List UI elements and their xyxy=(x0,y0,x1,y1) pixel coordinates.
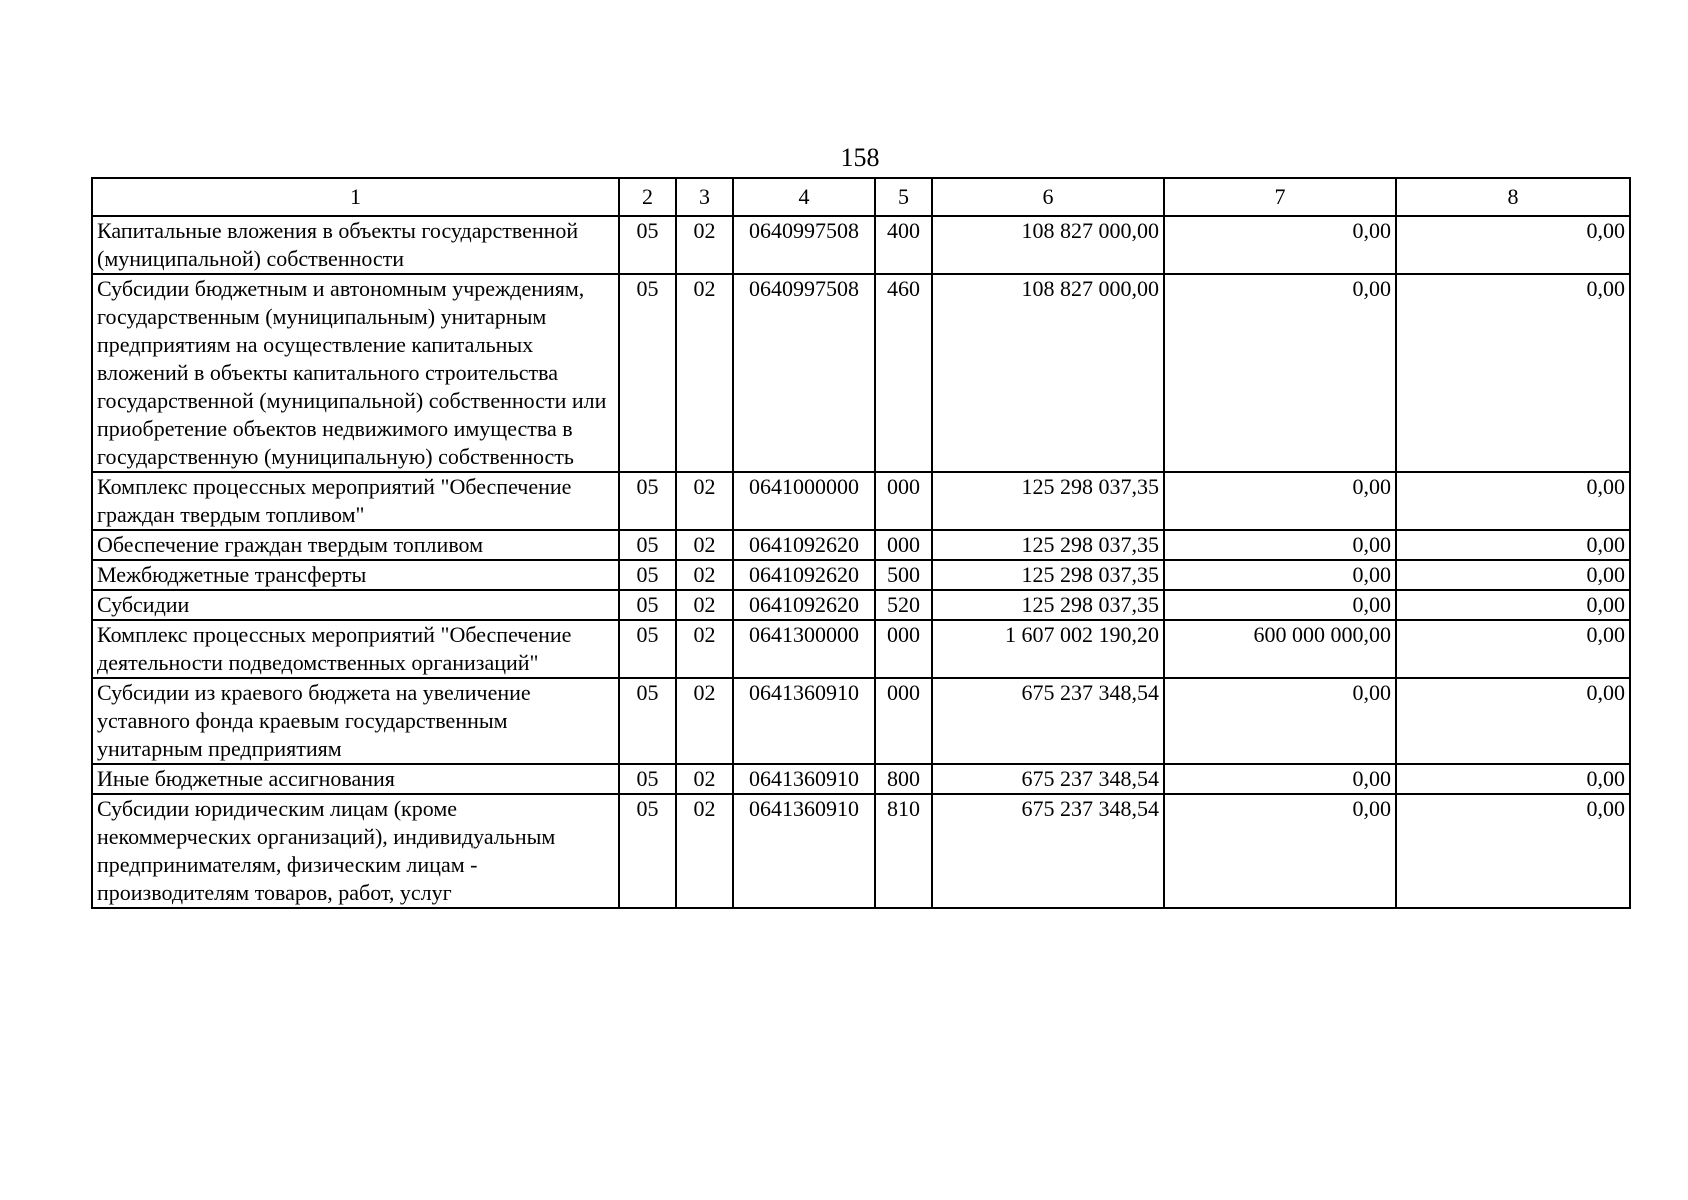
amount-col6: 108 827 000,00 xyxy=(932,216,1164,274)
target-article-code: 0641092620 xyxy=(733,530,875,560)
expense-type-code: 000 xyxy=(875,530,932,560)
section-code: 05 xyxy=(619,678,676,764)
amount-col6: 675 237 348,54 xyxy=(932,678,1164,764)
amount-col8: 0,00 xyxy=(1396,274,1630,472)
section-code: 05 xyxy=(619,560,676,590)
target-article-code: 0641360910 xyxy=(733,794,875,908)
expense-type-code: 800 xyxy=(875,764,932,794)
subsection-code: 02 xyxy=(676,530,733,560)
target-article-code: 0640997508 xyxy=(733,274,875,472)
amount-col7: 600 000 000,00 xyxy=(1164,620,1396,678)
table-row xyxy=(92,472,1630,530)
subsection-code: 02 xyxy=(676,620,733,678)
target-article-code: 0641360910 xyxy=(733,764,875,794)
amount-col8: 0,00 xyxy=(1396,216,1630,274)
section-code: 05 xyxy=(619,274,676,472)
amount-col8: 0,00 xyxy=(1396,590,1630,620)
amount-col7: 0,00 xyxy=(1164,764,1396,794)
table-row xyxy=(92,560,1630,590)
table-row xyxy=(92,590,1630,620)
target-article-code: 0641092620 xyxy=(733,590,875,620)
column-header: 5 xyxy=(875,178,932,216)
section-code: 05 xyxy=(619,216,676,274)
row-name: Субсидии из краевого бюджета на увеличение уставного фонда краевым государственным унитарным предприятиям xyxy=(92,678,619,764)
row-name: Обеспечение граждан твердым топливом xyxy=(92,530,619,560)
expense-type-code: 500 xyxy=(875,560,932,590)
amount-col8: 0,00 xyxy=(1396,678,1630,764)
page-number: 158 xyxy=(840,143,880,172)
row-name: Межбюджетные трансферты xyxy=(92,560,619,590)
row-name: Капитальные вложения в объекты государственной (муниципальной) собственности xyxy=(92,216,619,274)
table-row xyxy=(92,530,1630,560)
table-row xyxy=(92,274,1630,472)
amount-col7: 0,00 xyxy=(1164,216,1396,274)
expense-type-code: 000 xyxy=(875,678,932,764)
target-article-code: 0641300000 xyxy=(733,620,875,678)
column-header: 1 xyxy=(92,178,619,216)
table-row xyxy=(92,620,1630,678)
table-row xyxy=(92,764,1630,794)
subsection-code: 02 xyxy=(676,764,733,794)
row-name: Комплекс процессных мероприятий "Обеспечение граждан твердым топливом" xyxy=(92,472,619,530)
expense-type-code: 810 xyxy=(875,794,932,908)
amount-col8: 0,00 xyxy=(1396,620,1630,678)
column-header: 6 xyxy=(932,178,1164,216)
subsection-code: 02 xyxy=(676,216,733,274)
subsection-code: 02 xyxy=(676,274,733,472)
row-name: Субсидии юридическим лицам (кроме некоммерческих организаций), индивидуальным предпринимателям, физическим лицам - производителям товаров, работ, услуг xyxy=(92,794,619,908)
subsection-code: 02 xyxy=(676,590,733,620)
budget-table xyxy=(91,177,1631,909)
table-row xyxy=(92,678,1630,764)
row-name: Иные бюджетные ассигнования xyxy=(92,764,619,794)
section-code: 05 xyxy=(619,472,676,530)
amount-col8: 0,00 xyxy=(1396,794,1630,908)
section-code: 05 xyxy=(619,530,676,560)
expense-type-code: 520 xyxy=(875,590,932,620)
amount-col6: 675 237 348,54 xyxy=(932,794,1164,908)
amount-col7: 0,00 xyxy=(1164,472,1396,530)
column-header: 7 xyxy=(1164,178,1396,216)
subsection-code: 02 xyxy=(676,794,733,908)
amount-col8: 0,00 xyxy=(1396,764,1630,794)
row-name: Субсидии бюджетным и автономным учреждениям, государственным (муниципальным) унитарным предприятиям на осуществление капитальных вложений в объекты капитального строительства государственной (муниципальной) собственности или приобретение объектов недвижимого имущества в государственную (муниципальную) собственность xyxy=(92,274,619,472)
column-header: 8 xyxy=(1396,178,1630,216)
section-code: 05 xyxy=(619,764,676,794)
expense-type-code: 000 xyxy=(875,620,932,678)
section-code: 05 xyxy=(619,620,676,678)
amount-col7: 0,00 xyxy=(1164,590,1396,620)
target-article-code: 0640997508 xyxy=(733,216,875,274)
amount-col7: 0,00 xyxy=(1164,794,1396,908)
table-row xyxy=(92,794,1630,908)
amount-col6: 125 298 037,35 xyxy=(932,560,1164,590)
subsection-code: 02 xyxy=(676,472,733,530)
row-name: Комплекс процессных мероприятий "Обеспечение деятельности подведомственных организаций" xyxy=(92,620,619,678)
amount-col6: 125 298 037,35 xyxy=(932,472,1164,530)
amount-col8: 0,00 xyxy=(1396,472,1630,530)
column-header: 4 xyxy=(733,178,875,216)
target-article-code: 0641360910 xyxy=(733,678,875,764)
expense-type-code: 000 xyxy=(875,472,932,530)
section-code: 05 xyxy=(619,590,676,620)
amount-col8: 0,00 xyxy=(1396,560,1630,590)
subsection-code: 02 xyxy=(676,560,733,590)
column-header: 3 xyxy=(676,178,733,216)
amount-col8: 0,00 xyxy=(1396,530,1630,560)
amount-col6: 125 298 037,35 xyxy=(932,530,1164,560)
expense-type-code: 460 xyxy=(875,274,932,472)
amount-col7: 0,00 xyxy=(1164,678,1396,764)
amount-col7: 0,00 xyxy=(1164,560,1396,590)
expense-type-code: 400 xyxy=(875,216,932,274)
header-row xyxy=(92,178,1630,216)
subsection-code: 02 xyxy=(676,678,733,764)
amount-col6: 675 237 348,54 xyxy=(932,764,1164,794)
target-article-code: 0641000000 xyxy=(733,472,875,530)
amount-col6: 108 827 000,00 xyxy=(932,274,1164,472)
column-header: 2 xyxy=(619,178,676,216)
section-code: 05 xyxy=(619,794,676,908)
table-row xyxy=(92,216,1630,274)
amount-col7: 0,00 xyxy=(1164,530,1396,560)
row-name: Субсидии xyxy=(92,590,619,620)
target-article-code: 0641092620 xyxy=(733,560,875,590)
amount-col6: 125 298 037,35 xyxy=(932,590,1164,620)
amount-col7: 0,00 xyxy=(1164,274,1396,472)
amount-col6: 1 607 002 190,20 xyxy=(932,620,1164,678)
